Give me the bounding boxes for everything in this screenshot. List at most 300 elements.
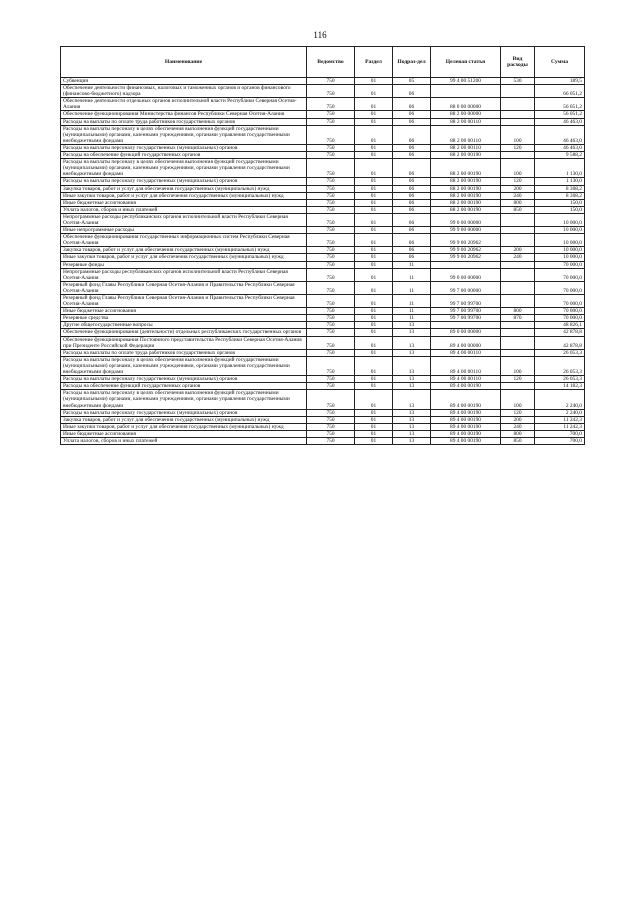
table-row	[61, 329, 585, 336]
cell-name: Закупка товаров, работ и услуг для обеспечения государственных (муниципальных) нужд	[61, 247, 307, 254]
cell-name: Субвенции	[61, 78, 307, 85]
cell-celevaya-statya: 88 2 00 00110	[431, 125, 501, 144]
cell-summa: 70 000,0	[535, 261, 585, 268]
cell-razdel: 01	[355, 234, 393, 247]
cell-podrazdel: 06	[393, 227, 431, 234]
table-body	[61, 78, 585, 445]
cell-vedomstvo: 750	[307, 227, 355, 234]
cell-summa: 70 000,0	[535, 295, 585, 308]
cell-podrazdel: 13	[393, 356, 431, 375]
cell-vid-rashodov	[501, 329, 535, 336]
cell-vedomstvo: 750	[307, 199, 355, 206]
cell-podrazdel: 06	[393, 199, 431, 206]
cell-razdel: 01	[355, 111, 393, 118]
cell-vedomstvo: 750	[307, 423, 355, 430]
cell-vedomstvo: 750	[307, 192, 355, 199]
cell-vedomstvo: 750	[307, 254, 355, 261]
cell-celevaya-statya: 99 4 00 51200	[431, 78, 501, 85]
cell-vid-rashodov: 120	[501, 144, 535, 151]
cell-vid-rashodov	[501, 383, 535, 390]
table-row	[61, 125, 585, 144]
cell-vedomstvo: 750	[307, 98, 355, 111]
cell-razdel: 01	[355, 192, 393, 199]
cell-celevaya-statya: 88 2 00 00190	[431, 159, 501, 178]
cell-name: Непрограммные расходы республиканских органов исполнительной власти Республики Северная Осетия-Алания	[61, 213, 307, 226]
col-header-name: Наименование	[61, 47, 307, 78]
cell-summa: 56 051,2	[535, 98, 585, 111]
cell-vedomstvo: 750	[307, 308, 355, 315]
cell-vedomstvo: 750	[307, 409, 355, 416]
cell-vedomstvo: 750	[307, 281, 355, 294]
cell-celevaya-statya: 89 4 00 00190	[431, 409, 501, 416]
cell-summa: 1 130,0	[535, 178, 585, 185]
cell-podrazdel: 06	[393, 152, 431, 159]
table-row	[61, 261, 585, 268]
cell-name: Расходы на выплаты по оплате труда работников государственных органов	[61, 349, 307, 356]
cell-name: Расходы на выплаты персоналу в целях обеспечения выполнения функций государственными (муниципальными) органами, казенными учреждениями, органами управления государственными внебюджетными фондами	[61, 159, 307, 178]
cell-vid-rashodov	[501, 111, 535, 118]
cell-celevaya-statya: 89 4 00 00000	[431, 336, 501, 349]
cell-vid-rashodov: 100	[501, 390, 535, 409]
table-header-row	[61, 47, 585, 78]
cell-vid-rashodov	[501, 152, 535, 159]
cell-summa: 10 000,0	[535, 234, 585, 247]
cell-razdel: 01	[355, 329, 393, 336]
cell-summa: 9 588,2	[535, 152, 585, 159]
cell-name: Иные закупки товаров, работ и услуг для обеспечения государственных (муниципальных) нужд	[61, 254, 307, 261]
cell-razdel: 01	[355, 315, 393, 322]
table-row	[61, 281, 585, 294]
cell-name: Расходы на выплаты персоналу государственных (муниципальных) органов	[61, 144, 307, 151]
cell-podrazdel: 05	[393, 78, 431, 85]
cell-podrazdel: 11	[393, 315, 431, 322]
cell-podrazdel: 06	[393, 247, 431, 254]
cell-razdel: 01	[355, 322, 393, 329]
cell-vedomstvo: 750	[307, 178, 355, 185]
cell-podrazdel: 06	[393, 213, 431, 226]
cell-podrazdel: 06	[393, 98, 431, 111]
cell-vedomstvo: 750	[307, 416, 355, 423]
cell-celevaya-statya: 89 4 00 00190	[431, 430, 501, 437]
cell-celevaya-statya: 99 7 00 99700	[431, 295, 501, 308]
cell-summa: 700,0	[535, 430, 585, 437]
cell-vid-rashodov: 800	[501, 430, 535, 437]
cell-podrazdel: 13	[393, 423, 431, 430]
cell-podrazdel: 13	[393, 329, 431, 336]
cell-celevaya-statya: 88 2 00 00110	[431, 118, 501, 125]
table-row	[61, 144, 585, 151]
cell-name: Закупка товаров, работ и услуг для обеспечения государственных (муниципальных) нужд	[61, 416, 307, 423]
cell-podrazdel: 13	[393, 336, 431, 349]
cell-vid-rashodov: 200	[501, 416, 535, 423]
page-number: 116	[313, 30, 327, 40]
cell-podrazdel: 11	[393, 308, 431, 315]
table-row	[61, 192, 585, 199]
cell-vid-rashodov: 200	[501, 247, 535, 254]
cell-razdel: 01	[355, 268, 393, 281]
cell-celevaya-statya: 89 0 00 00000	[431, 329, 501, 336]
cell-vid-rashodov: 100	[501, 356, 535, 375]
col-header-razdel: Раздел	[355, 47, 393, 78]
cell-celevaya-statya: 88 2 00 00190	[431, 199, 501, 206]
cell-podrazdel: 11	[393, 268, 431, 281]
cell-vid-rashodov	[501, 349, 535, 356]
table-row	[61, 376, 585, 383]
cell-vedomstvo: 750	[307, 247, 355, 254]
cell-podrazdel: 13	[393, 376, 431, 383]
cell-vedomstvo: 750	[307, 376, 355, 383]
col-header-celevaya-statya: Целевая статья	[431, 47, 501, 78]
cell-celevaya-statya: 99 7 00 00000	[431, 281, 501, 294]
cell-podrazdel: 06	[393, 85, 431, 98]
cell-podrazdel: 06	[393, 192, 431, 199]
cell-summa: 70 000,0	[535, 308, 585, 315]
col-header-summa: Сумма	[535, 47, 585, 78]
cell-name: Расходы на выплаты по оплате труда работников государственных органов	[61, 118, 307, 125]
cell-name: Иные бюджетные ассигнования	[61, 430, 307, 437]
cell-name: Иные бюджетные ассигнования	[61, 308, 307, 315]
cell-vedomstvo: 750	[307, 111, 355, 118]
cell-summa: 70 000,0	[535, 281, 585, 294]
cell-razdel: 01	[355, 430, 393, 437]
cell-celevaya-statya: 99 0 00 00000	[431, 268, 501, 281]
cell-name: Уплата налогов, сборов и иных платежей	[61, 206, 307, 213]
cell-razdel: 01	[355, 206, 393, 213]
cell-vid-rashodov: 800	[501, 308, 535, 315]
cell-vid-rashodov: 800	[501, 199, 535, 206]
table-row	[61, 383, 585, 390]
cell-vedomstvo: 750	[307, 295, 355, 308]
cell-razdel: 01	[355, 227, 393, 234]
table-row	[61, 111, 585, 118]
cell-vedomstvo: 750	[307, 383, 355, 390]
col-header-vedomstvo: Ведомство	[307, 47, 355, 78]
cell-celevaya-statya: 99 9 00 20962	[431, 247, 501, 254]
cell-vid-rashodov: 870	[501, 315, 535, 322]
cell-vid-rashodov	[501, 98, 535, 111]
cell-vedomstvo: 750	[307, 356, 355, 375]
cell-razdel: 01	[355, 423, 393, 430]
cell-vedomstvo: 750	[307, 118, 355, 125]
cell-podrazdel: 13	[393, 437, 431, 444]
cell-vedomstvo: 750	[307, 234, 355, 247]
cell-razdel: 01	[355, 349, 393, 356]
budget-table	[60, 46, 585, 445]
cell-celevaya-statya: 88 2 00 00000	[431, 111, 501, 118]
cell-podrazdel: 13	[393, 383, 431, 390]
table-row	[61, 199, 585, 206]
table-row	[61, 308, 585, 315]
cell-celevaya-statya: 88 2 00 00110	[431, 144, 501, 151]
cell-summa: 189,5	[535, 78, 585, 85]
cell-name: Другие общегосударственные вопросы	[61, 322, 307, 329]
cell-vid-rashodov	[501, 281, 535, 294]
cell-razdel: 01	[355, 390, 393, 409]
cell-summa: 10 000,0	[535, 227, 585, 234]
cell-name: Обеспечение деятельности финансовых, налоговых и таможенных органов и органов финансового (финансово-бюджетного) надзора	[61, 85, 307, 98]
cell-name: Расходы на выплаты персоналу в целях обеспечения выполнения функций государственными (муниципальными) органами, казенными учреждениями, органами управления государственными внебюджетными фондами	[61, 390, 307, 409]
cell-vid-rashodov: 850	[501, 206, 535, 213]
cell-name: Обеспечение функционирования Постоянного представительства Республики Северная Осетия-Алания при Президенте Российской Федерации	[61, 336, 307, 349]
cell-vid-rashodov: 240	[501, 254, 535, 261]
cell-summa: 70 000,0	[535, 268, 585, 281]
cell-summa: 11 242,3	[535, 416, 585, 423]
cell-summa: 2 240,0	[535, 390, 585, 409]
cell-razdel: 01	[355, 144, 393, 151]
cell-summa: 70 000,0	[535, 315, 585, 322]
cell-vedomstvo: 750	[307, 185, 355, 192]
cell-celevaya-statya: 99 7 00 99700	[431, 308, 501, 315]
cell-podrazdel: 06	[393, 178, 431, 185]
cell-name: Расходы на выплаты персоналу в целях обеспечения выполнения функций государственными (муниципальными) органами, казенными учреждениями, органами управления государственными внебюджетными фондами	[61, 356, 307, 375]
cell-summa: 56 051,2	[535, 111, 585, 118]
cell-razdel: 01	[355, 125, 393, 144]
cell-name: Закупка товаров, работ и услуг для обеспечения государственных (муниципальных) нужд	[61, 185, 307, 192]
cell-vid-rashodov	[501, 336, 535, 349]
cell-vid-rashodov: 200	[501, 185, 535, 192]
cell-razdel: 01	[355, 308, 393, 315]
cell-podrazdel: 06	[393, 234, 431, 247]
table-row	[61, 159, 585, 178]
cell-podrazdel: 11	[393, 281, 431, 294]
cell-name: Резервные средства	[61, 315, 307, 322]
cell-vedomstvo: 750	[307, 144, 355, 151]
cell-razdel: 01	[355, 336, 393, 349]
cell-razdel: 01	[355, 118, 393, 125]
cell-name: Иные непрограммные расходы	[61, 227, 307, 234]
table-row	[61, 227, 585, 234]
cell-summa: 14 182,3	[535, 383, 585, 390]
cell-razdel: 01	[355, 159, 393, 178]
cell-podrazdel: 13	[393, 409, 431, 416]
cell-summa: 26 053,3	[535, 376, 585, 383]
cell-vedomstvo: 750	[307, 437, 355, 444]
cell-razdel: 01	[355, 356, 393, 375]
col-header-vid-rashodov: Вид расходы	[501, 47, 535, 78]
cell-razdel: 01	[355, 85, 393, 98]
cell-name: Расходы на выплаты персоналу государственных (муниципальных) органов	[61, 409, 307, 416]
cell-summa: 11 242,3	[535, 423, 585, 430]
cell-celevaya-statya: 89 4 00 00190	[431, 383, 501, 390]
cell-summa: 700,0	[535, 437, 585, 444]
cell-razdel: 01	[355, 416, 393, 423]
cell-vedomstvo: 750	[307, 125, 355, 144]
table-row	[61, 98, 585, 111]
cell-razdel: 01	[355, 78, 393, 85]
cell-vedomstvo: 750	[307, 430, 355, 437]
cell-podrazdel: 06	[393, 144, 431, 151]
table-row	[61, 295, 585, 308]
table-row	[61, 349, 585, 356]
cell-vedomstvo: 750	[307, 315, 355, 322]
cell-podrazdel: 11	[393, 261, 431, 268]
cell-vid-rashodov	[501, 295, 535, 308]
cell-vid-rashodov	[501, 234, 535, 247]
cell-name: Иные бюджетные ассигнования	[61, 199, 307, 206]
cell-vid-rashodov: 120	[501, 178, 535, 185]
cell-vid-rashodov: 530	[501, 78, 535, 85]
cell-vedomstvo: 750	[307, 213, 355, 226]
cell-podrazdel: 13	[393, 390, 431, 409]
cell-vedomstvo: 750	[307, 349, 355, 356]
cell-podrazdel: 06	[393, 185, 431, 192]
cell-celevaya-statya: 88 0 00 00000	[431, 98, 501, 111]
cell-summa: 46 463,0	[535, 144, 585, 151]
cell-name: Обеспечение деятельности отдельных органов исполнительной власти Республики Северная Осетия-Алания	[61, 98, 307, 111]
cell-name: Обеспечение функционирования (деятельности) отдельных республиканских государственных органов	[61, 329, 307, 336]
cell-summa: 10 000,0	[535, 247, 585, 254]
table-row	[61, 234, 585, 247]
cell-name: Иные закупки товаров, работ и услуг для обеспечения государственных (муниципальных) нужд	[61, 423, 307, 430]
cell-name: Резервный фонд Главы Республики Северная Осетия-Алания и Правительства Республики Северная Осетия-Алания	[61, 295, 307, 308]
table-row	[61, 85, 585, 98]
table-row	[61, 213, 585, 226]
table-row	[61, 247, 585, 254]
cell-celevaya-statya	[431, 85, 501, 98]
cell-podrazdel: 11	[393, 295, 431, 308]
cell-name: Уплата налогов, сборов и иных платежей	[61, 437, 307, 444]
cell-razdel: 01	[355, 437, 393, 444]
cell-celevaya-statya: 99 9 00 20962	[431, 234, 501, 247]
cell-name: Расходы на обеспечение функций государственных органов	[61, 383, 307, 390]
cell-vid-rashodov	[501, 118, 535, 125]
cell-podrazdel: 06	[393, 254, 431, 261]
cell-celevaya-statya: 99 0 00 00000	[431, 213, 501, 226]
cell-celevaya-statya: 89 4 00 00190	[431, 416, 501, 423]
cell-vid-rashodov: 850	[501, 437, 535, 444]
cell-celevaya-statya: 99 9 00 00000	[431, 227, 501, 234]
cell-name: Иные закупки товаров, работ и услуг для обеспечения государственных (муниципальных) нужд	[61, 192, 307, 199]
cell-vid-rashodov	[501, 227, 535, 234]
table-row	[61, 430, 585, 437]
cell-razdel: 01	[355, 185, 393, 192]
cell-summa: 46 463,0	[535, 118, 585, 125]
cell-podrazdel: 06	[393, 111, 431, 118]
cell-summa: 42 878,8	[535, 329, 585, 336]
cell-celevaya-statya	[431, 261, 501, 268]
cell-razdel: 01	[355, 213, 393, 226]
cell-name: Резервный фонд Главы Республики Северная Осетия-Алания и Правительства Республики Северная Осетия-Алания	[61, 281, 307, 294]
table-row	[61, 322, 585, 329]
cell-celevaya-statya: 99 7 00 99700	[431, 315, 501, 322]
cell-summa: 1 130,0	[535, 159, 585, 178]
cell-razdel: 01	[355, 98, 393, 111]
cell-summa: 8 308,2	[535, 192, 585, 199]
cell-podrazdel: 06	[393, 125, 431, 144]
cell-summa: 8 308,2	[535, 185, 585, 192]
table-row	[61, 390, 585, 409]
table-row	[61, 423, 585, 430]
cell-name: Непрограммные расходы республиканских органов исполнительной власти Республики Северная Осетия-Алания	[61, 268, 307, 281]
table-row	[61, 152, 585, 159]
cell-name: Обеспечение функционирования Министерства финансов Республики Северная Осетия-Алания	[61, 111, 307, 118]
cell-razdel: 01	[355, 199, 393, 206]
table-row	[61, 336, 585, 349]
cell-vedomstvo: 750	[307, 152, 355, 159]
table-row	[61, 118, 585, 125]
cell-razdel: 01	[355, 383, 393, 390]
cell-summa: 46 463,0	[535, 125, 585, 144]
cell-name: Резервные фонды	[61, 261, 307, 268]
cell-summa: 10 000,0	[535, 254, 585, 261]
cell-vid-rashodov	[501, 85, 535, 98]
cell-summa: 2 240,0	[535, 409, 585, 416]
cell-summa: 48 826,1	[535, 322, 585, 329]
cell-celevaya-statya: 88 2 00 00190	[431, 192, 501, 199]
cell-vid-rashodov: 120	[501, 409, 535, 416]
table-row	[61, 254, 585, 261]
cell-summa: 26 053,3	[535, 356, 585, 375]
cell-celevaya-statya: 99 9 00 20962	[431, 254, 501, 261]
cell-vid-rashodov	[501, 268, 535, 281]
cell-name: Расходы на выплаты персоналу государственных (муниципальных) органов	[61, 376, 307, 383]
cell-podrazdel: 06	[393, 118, 431, 125]
col-header-podrazdel: Подраз-дел	[393, 47, 431, 78]
table-row	[61, 409, 585, 416]
cell-name: Расходы на обеспечение функций государственных органов	[61, 152, 307, 159]
cell-vid-rashodov: 100	[501, 159, 535, 178]
cell-vedomstvo: 750	[307, 329, 355, 336]
table-row	[61, 268, 585, 281]
table-row	[61, 206, 585, 213]
cell-vid-rashodov: 100	[501, 125, 535, 144]
cell-vid-rashodov: 240	[501, 423, 535, 430]
cell-vedomstvo: 750	[307, 261, 355, 268]
cell-summa: 150,0	[535, 199, 585, 206]
cell-celevaya-statya: 88 2 00 00190	[431, 178, 501, 185]
cell-name: Обеспечение функционирования государственных информационных систем Республики Северная Осетия-Алания	[61, 234, 307, 247]
table-row	[61, 416, 585, 423]
table-row	[61, 437, 585, 444]
cell-vedomstvo: 750	[307, 390, 355, 409]
cell-celevaya-statya: 89 4 00 00110	[431, 349, 501, 356]
cell-vid-rashodov	[501, 322, 535, 329]
cell-vedomstvo: 750	[307, 268, 355, 281]
cell-summa: 42 878,8	[535, 336, 585, 349]
cell-celevaya-statya	[431, 322, 501, 329]
cell-razdel: 01	[355, 409, 393, 416]
cell-razdel: 01	[355, 247, 393, 254]
cell-celevaya-statya: 89 4 00 00110	[431, 356, 501, 375]
cell-vid-rashodov: 120	[501, 376, 535, 383]
cell-summa: 66 051,2	[535, 85, 585, 98]
cell-celevaya-statya: 88 2 00 00190	[431, 206, 501, 213]
cell-celevaya-statya: 89 4 00 00190	[431, 423, 501, 430]
cell-podrazdel: 13	[393, 430, 431, 437]
cell-summa: 10 000,0	[535, 213, 585, 226]
cell-razdel: 01	[355, 261, 393, 268]
cell-celevaya-statya: 88 2 00 00190	[431, 152, 501, 159]
cell-podrazdel: 06	[393, 159, 431, 178]
cell-razdel: 01	[355, 254, 393, 261]
cell-razdel: 01	[355, 281, 393, 294]
cell-vid-rashodov	[501, 213, 535, 226]
cell-celevaya-statya: 89 4 00 00110	[431, 376, 501, 383]
cell-razdel: 01	[355, 178, 393, 185]
table-row	[61, 178, 585, 185]
cell-razdel: 01	[355, 295, 393, 308]
cell-celevaya-statya: 89 4 00 00190	[431, 437, 501, 444]
cell-podrazdel: 13	[393, 349, 431, 356]
cell-celevaya-statya: 89 4 00 00190	[431, 390, 501, 409]
cell-razdel: 01	[355, 152, 393, 159]
cell-podrazdel: 13	[393, 322, 431, 329]
cell-summa: 150,0	[535, 206, 585, 213]
table-row	[61, 78, 585, 85]
cell-name: Расходы на выплаты персоналу в целях обеспечения выполнения функций государственными (муниципальными) органами, казенными учреждениями, органами управления государственными внебюджетными фондами	[61, 125, 307, 144]
cell-vedomstvo: 750	[307, 336, 355, 349]
cell-vedomstvo: 750	[307, 159, 355, 178]
